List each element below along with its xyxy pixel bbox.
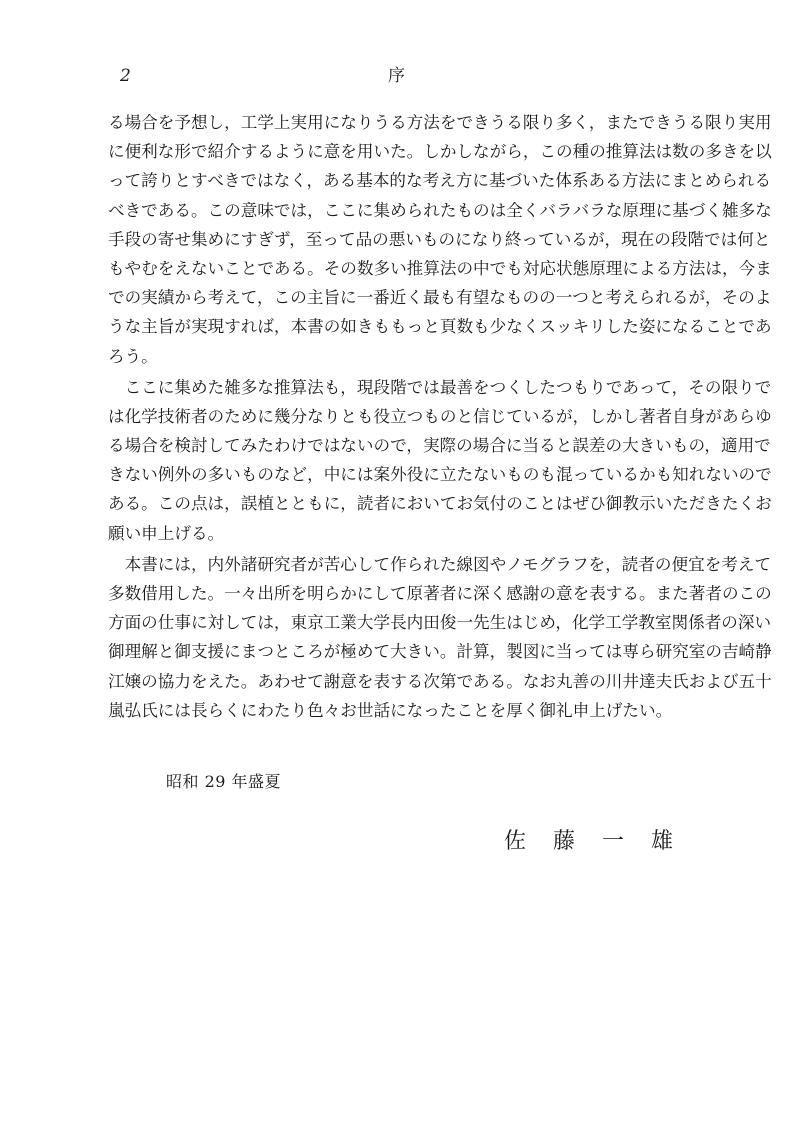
text-line: は化学技術者のために幾分なりとも役立つものと信じているが，しかし著者自身があらゆ xyxy=(108,406,772,426)
text-line: 多数借用した。一々出所を明らかにして原著者に深く感謝の意を表する。また著者のこの xyxy=(108,584,772,603)
text-line: ここに集めた雑多な推算法も，現段階では最善をつくしたつもりであって，その限りで xyxy=(108,377,772,397)
text-line: うな主旨が実現すれば，本書の如きももっと頁数も少なくスッキリした姿になることであ xyxy=(108,317,772,337)
text-line: ある。この点は，誤植とともに，読者においてお気付のことはぜひ御教示いただきたくお xyxy=(108,494,772,514)
author-name: 佐藤一雄 xyxy=(504,829,701,854)
text-line: 嵐弘氏には長らくにわたり色々お世話になったことを厚く御礼申上げたい。 xyxy=(108,700,673,720)
page-number: 2 xyxy=(120,66,131,86)
paragraph xyxy=(108,550,772,725)
date-line: 昭和 29 年盛夏 xyxy=(166,772,282,791)
preface-body xyxy=(108,108,772,725)
text-line: 江嬢の協力をえた。あわせて謝意を表する次第である。なお丸善の川井達夫氏および五十 xyxy=(108,671,772,691)
text-line: 願い申上げる。 xyxy=(108,523,225,543)
paragraph xyxy=(108,108,772,371)
text-line: での実績から考えて，この主旨に一番近く最も有望なものの一つと考えられるが，そのよ xyxy=(108,288,772,308)
text-line: 御理解と御支援にまつところが極めて大きい。計算，製図に当っては専ら研究室の吉崎静 xyxy=(108,642,772,662)
paragraph xyxy=(108,373,772,548)
text-line: る場合を検討してみたわけではないので，実際の場合に当ると誤差の大きいもの，適用で xyxy=(108,436,771,456)
text-line: 方面の仕事に対しては，東京工業大学長内田俊一先生はじめ，化学工学教室関係者の深い xyxy=(108,613,772,633)
text-line: 手段の寄せ集めにすぎず，至って品の悪いものになり終っているが，現在の段階では何と xyxy=(108,229,771,249)
text-line: 本書には，内外諸研究者が苦心して作られた線図やノモグラフを，読者の便宜を考えて xyxy=(108,554,772,574)
text-line: に便利な形で紹介するように意を用いた。しかしながら，この種の推算法は数の多きを以 xyxy=(108,142,772,162)
text-line: きない例外の多いものなど，中には案外役に立たないものも混っているかも知れないので xyxy=(108,465,772,485)
running-head: 序 xyxy=(388,66,405,86)
text-line: べきである。この意味では，ここに集められたものは全くバラバラな原理に基づく雑多な xyxy=(108,200,772,220)
text-line: ろう。 xyxy=(108,346,158,366)
text-line: る場合を予想し，工学上実用になりうる方法をできうる限り多く，またできうる限り実用 xyxy=(108,113,772,132)
text-line: って誇りとすべきではなく，ある基本的な考え方に基づいた体系ある方法にまとめられる xyxy=(108,171,772,191)
text-line: もやむをえないことである。その数多い推算法の中でも対応状態原理による方法は，今ま xyxy=(108,258,772,278)
